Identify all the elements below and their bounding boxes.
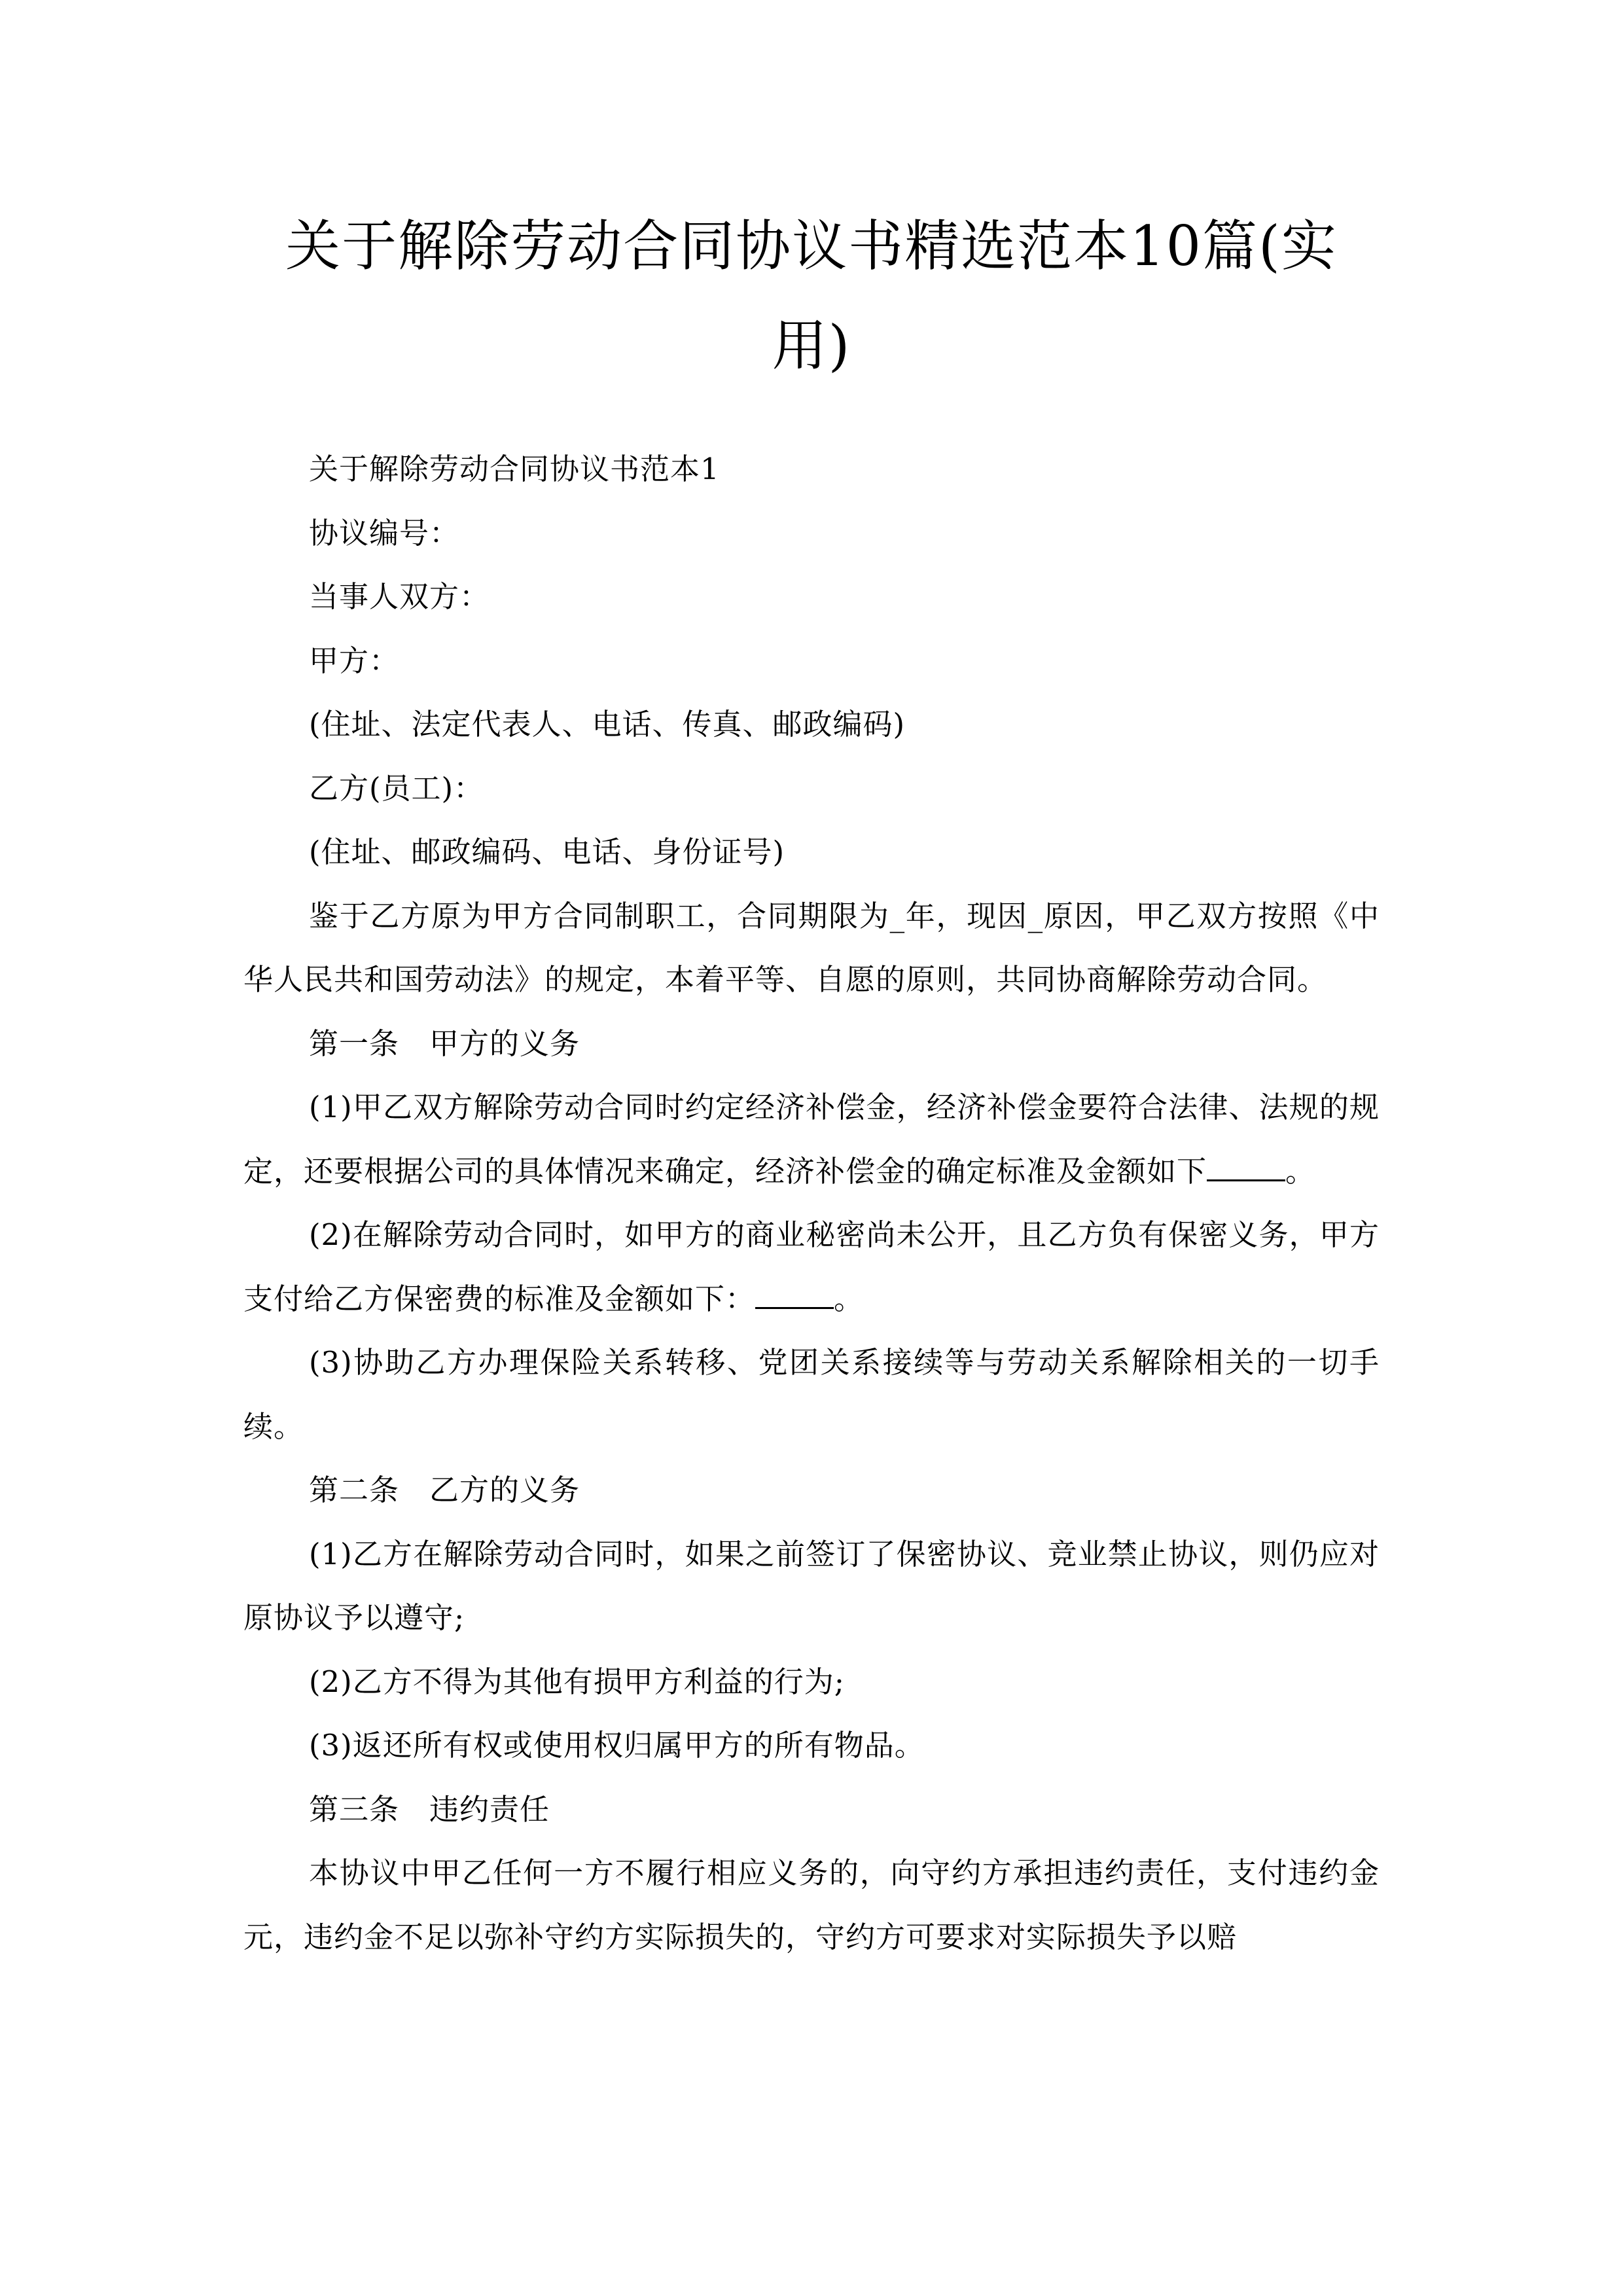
article-2-item-2: (2)乙方不得为其他有损甲方利益的行为; <box>309 1664 845 1699</box>
article-3-body: 本协议中甲乙任何一方不履行相应义务的，向守约方承担违约责任，支付违约金元，违约金不足以弥补守约方实际损失的，守约方可要求对实际损失予以赔 <box>243 1856 1380 1954</box>
article-1-item-3: (3)协助乙方办理保险关系转移、党团关系接续等与劳动关系解除相关的一切手续。 <box>243 1345 1380 1444</box>
article-1-heading: 第一条 甲方的义务 <box>309 1026 580 1061</box>
item-text: (1)甲乙双方解除劳动合同时约定经济补偿金，经济补偿金要符合法律、法规的规定，还要根据公司的具体情况来确定，经济补偿金的确定标准及金额如下 <box>243 1090 1380 1189</box>
preamble-paragraph: 鉴于乙方原为甲方合同制职工，合同期限为_年，现因_原因，甲乙双方按照《中华人民共和国劳动法》的规定，本着平等、自愿的原则，共同协商解除劳动合同。 <box>243 898 1380 997</box>
sample-heading: 关于解除劳动合同协议书范本1 <box>309 452 720 486</box>
title-line-2: 用) <box>772 314 851 378</box>
article-3-heading: 第三条 违约责任 <box>309 1791 550 1827</box>
article-2-item-1: (1)乙方在解除劳动合同时，如果之前签订了保密协议、竞业禁止协议，则仍应对原协议予以遵守; <box>243 1536 1380 1635</box>
item-tail: 。 <box>834 1281 865 1316</box>
article-1-item-1 <box>243 1075 1380 1203</box>
article-2-item-3: (3)返还所有权或使用权归属甲方的所有物品。 <box>309 1728 925 1763</box>
party-b-details: (住址、邮政编码、电话、身份证号) <box>309 834 785 869</box>
title-line-1: 关于解除劳动合同协议书精选范本10篇(实 <box>285 214 1338 278</box>
item-text: (2)在解除劳动合同时，如甲方的商业秘密尚未公开，且乙方负有保密义务，甲方支付给乙方保密费的标准及金额如下： <box>243 1217 1380 1316</box>
article-1-item-2 <box>243 1203 1380 1331</box>
agreement-number-label: 协议编号： <box>309 515 460 550</box>
item-tail: 。 <box>1285 1153 1316 1189</box>
fill-in-blank <box>755 1281 834 1309</box>
party-a-details: (住址、法定代表人、电话、传真、邮政编码) <box>309 707 906 742</box>
party-a-label: 甲方： <box>309 643 400 678</box>
document-title <box>243 196 1380 395</box>
document-body <box>243 437 1380 1969</box>
article-2-heading: 第二条 乙方的义务 <box>309 1473 580 1507</box>
fill-in-blank <box>1207 1153 1285 1181</box>
parties-label: 当事人双方： <box>309 579 490 614</box>
party-b-label: 乙方(员工)： <box>309 770 484 806</box>
